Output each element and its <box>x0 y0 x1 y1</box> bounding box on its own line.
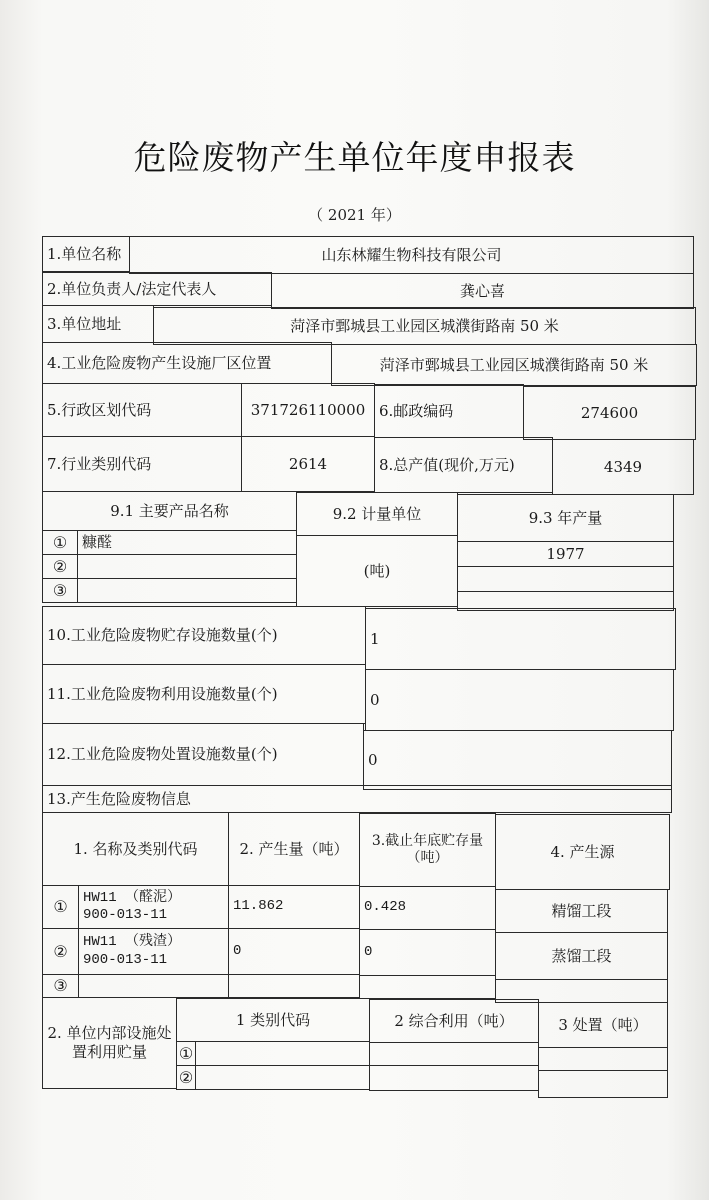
waste-row-index: ② <box>42 928 79 975</box>
waste-amount-2: 0 <box>228 928 360 975</box>
waste-stock-3 <box>359 975 496 999</box>
disposal-header: 3 处置（吨） <box>538 1002 668 1048</box>
waste-amount-1: 11.862 <box>228 885 360 929</box>
product-row-index: ① <box>42 530 78 555</box>
output-value-value: 4349 <box>552 439 694 495</box>
waste-row-index: ③ <box>42 974 79 998</box>
facility-location-label: 4.工业危险废物产生设施厂区位置 <box>42 342 332 384</box>
postal-code-value: 274600 <box>523 386 696 440</box>
utilization-facilities-label: 11.工业危险废物利用设施数量(个) <box>42 664 366 724</box>
product-unit-header: 9.2 计量单位 <box>296 492 458 536</box>
waste-stock-2: 0 <box>359 929 496 976</box>
product-name-3 <box>77 578 297 603</box>
waste-name-code-header: 1. 名称及类别代码 <box>42 812 229 886</box>
waste-stock-header: 3.截止年底贮存量（吨） <box>359 813 496 887</box>
internal-disposal-1 <box>538 1047 668 1071</box>
waste-name-code-1 <box>78 885 229 929</box>
industry-code-label: 7.行业类别代码 <box>42 436 242 492</box>
unit-name-value: 山东林耀生物科技有限公司 <box>129 236 694 274</box>
admin-code-label: 5.行政区划代码 <box>42 383 242 437</box>
admin-code-value: 371726110000 <box>241 383 375 437</box>
internal-utilization-2 <box>369 1065 539 1091</box>
unit-name-label: 1.单位名称 <box>42 236 130 272</box>
utilization-facilities-value: 0 <box>365 669 674 731</box>
document-title: 危险废物产生单位年度申报表 <box>133 138 576 177</box>
product-name-2 <box>77 554 297 579</box>
waste-source-header: 4. 产生源 <box>495 814 670 890</box>
report-year: （ 2021 年） <box>308 206 401 224</box>
industry-code-value: 2614 <box>241 436 375 492</box>
product-output-2 <box>457 566 674 592</box>
address-label: 3.单位地址 <box>42 305 154 343</box>
waste-code: 900-013-11 <box>83 907 168 923</box>
legal-rep-label: 2.单位负责人/法定代表人 <box>42 272 272 306</box>
waste-row-index: ① <box>42 885 79 929</box>
waste-stock-1: 0.428 <box>359 886 496 930</box>
waste-name-code-2 <box>78 928 229 975</box>
internal-utilization-1 <box>369 1042 539 1066</box>
legal-rep-value: 龚心喜 <box>271 273 694 309</box>
postal-code-label: 6.邮政编码 <box>374 384 524 438</box>
product-unit-value: (吨) <box>296 535 458 607</box>
storage-facilities-label: 10.工业危险废物贮存设施数量(个) <box>42 606 366 665</box>
waste-amount-header: 2. 产生量（吨） <box>228 812 360 886</box>
disposal-facilities-value: 0 <box>363 730 672 790</box>
waste-name-code-3 <box>78 974 229 998</box>
internal-disposal-label: 2. 单位内部设施处置利用贮量 <box>42 997 177 1089</box>
product-row-index: ② <box>42 554 78 579</box>
waste-amount-3 <box>228 974 360 998</box>
storage-facilities-value: 1 <box>365 608 676 670</box>
internal-row-index: ① <box>176 1041 196 1066</box>
waste-name: HW11 （醛泥） <box>83 889 182 906</box>
facility-location-value: 菏泽市鄄城县工业园区城濮街路南 50 米 <box>331 344 697 386</box>
product-row-index: ③ <box>42 578 78 603</box>
internal-row-index: ② <box>176 1065 196 1090</box>
waste-source-1: 精馏工段 <box>495 889 668 933</box>
product-output-1: 1977 <box>457 541 674 567</box>
waste-source-2: 蒸馏工段 <box>495 932 668 980</box>
category-code-header: 1 类别代码 <box>176 998 370 1042</box>
product-name-header: 9.1 主要产品名称 <box>42 491 297 531</box>
address-value: 菏泽市鄄城县工业园区城濮街路南 50 米 <box>153 307 696 345</box>
internal-category-code-2 <box>195 1065 370 1090</box>
output-value-label: 8.总产值(现价,万元) <box>374 437 553 493</box>
waste-code: 900-013-11 <box>83 951 168 968</box>
waste-name: HW11 （残渣） <box>83 934 182 950</box>
disposal-facilities-label: 12.工业危险废物处置设施数量(个) <box>42 723 364 786</box>
waste-info-section-label: 13.产生危险废物信息 <box>42 785 672 813</box>
product-output-header: 9.3 年产量 <box>457 494 674 542</box>
product-name-1: 糠醛 <box>77 530 297 555</box>
utilization-header: 2 综合利用（吨） <box>369 999 539 1043</box>
internal-category-code-1 <box>195 1041 370 1066</box>
internal-disposal-2 <box>538 1070 668 1098</box>
